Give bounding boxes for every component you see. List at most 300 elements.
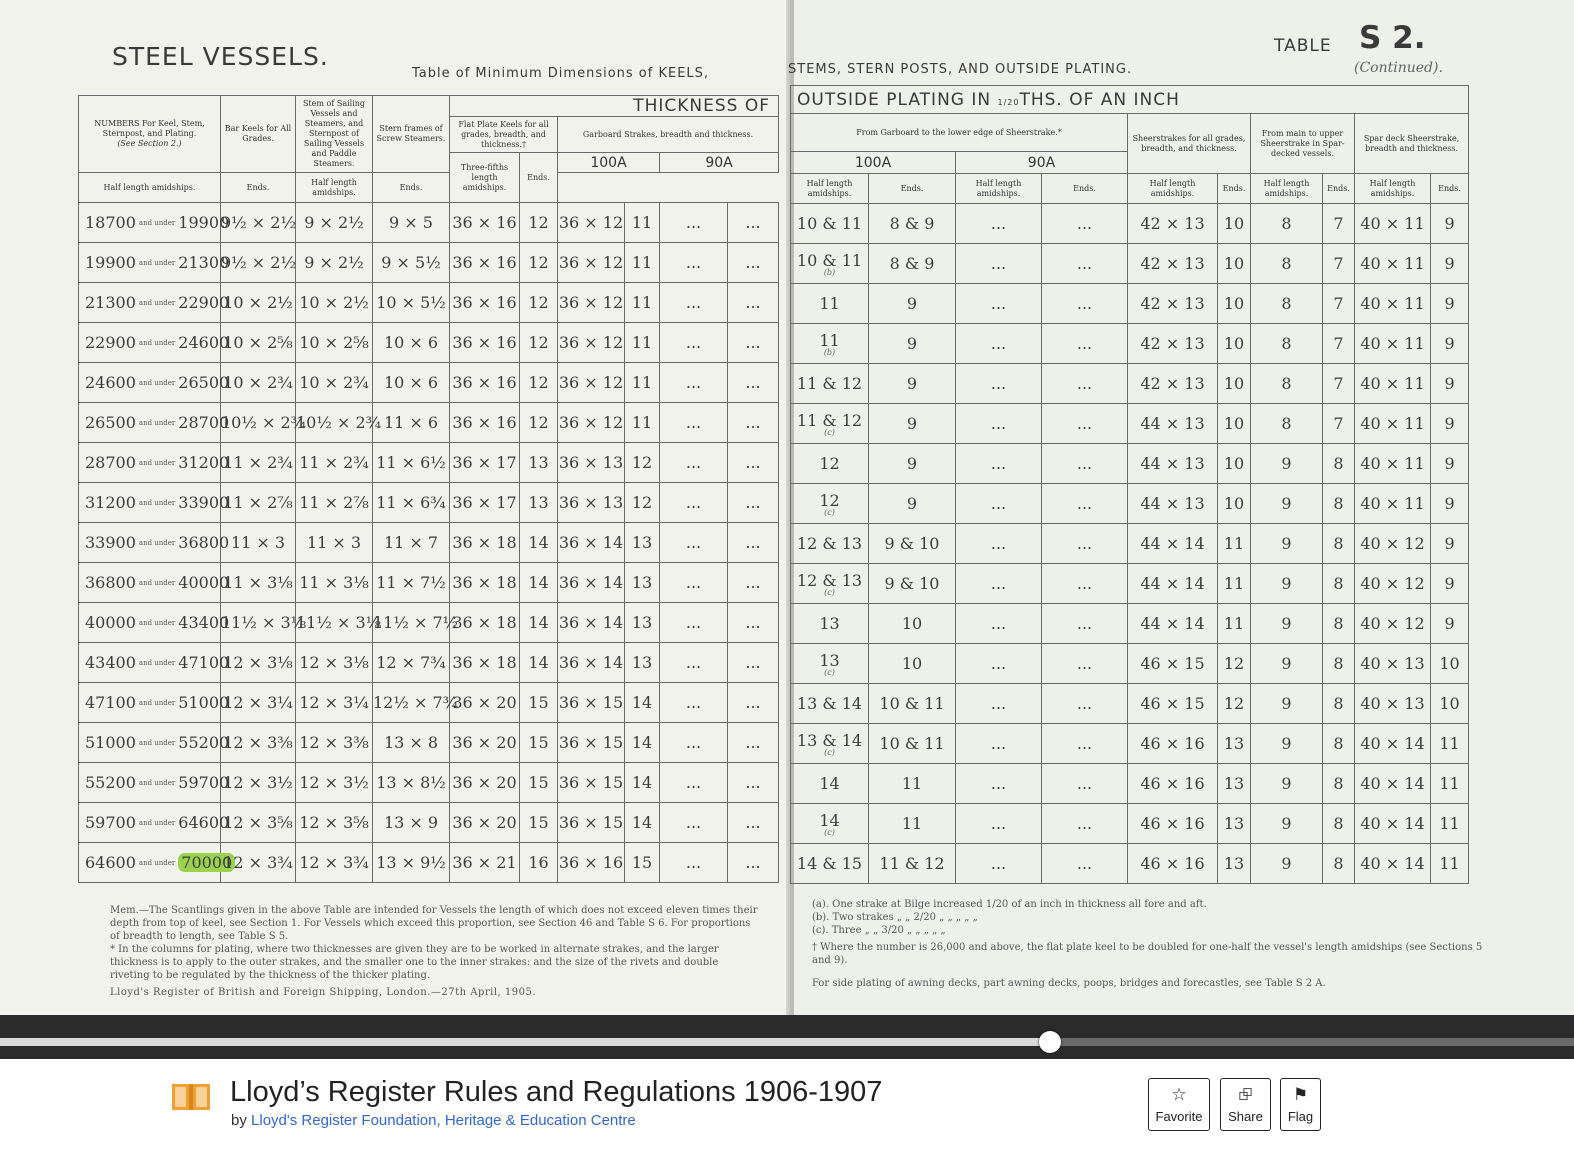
- cell: 11: [869, 764, 956, 804]
- cell: ...: [956, 604, 1042, 644]
- cell: 11: [1431, 724, 1469, 764]
- range-from: 47100: [85, 693, 136, 712]
- tonnage-range: [79, 723, 230, 763]
- range-to: 22900: [178, 293, 230, 312]
- plating-100a-half: [791, 604, 869, 644]
- cell: ...: [728, 363, 779, 403]
- plating-value: 12: [819, 491, 840, 510]
- cell: 42 × 13: [1128, 284, 1218, 324]
- cell: ...: [660, 803, 728, 843]
- col-ends: Ends.: [1042, 174, 1128, 204]
- range-to: 59700: [178, 773, 230, 792]
- cell: 7: [1323, 324, 1355, 364]
- share-button[interactable]: ⮺ Share: [1220, 1078, 1271, 1131]
- cell: 36 × 13: [558, 483, 625, 523]
- range-from: 64600: [85, 853, 136, 872]
- strake-ref: (c): [824, 428, 835, 437]
- tonnage-range: [79, 523, 230, 563]
- cell: 9: [1431, 404, 1469, 444]
- cell: 10: [1218, 364, 1251, 404]
- range-from: 43400: [85, 653, 136, 672]
- col-ends: Ends.: [221, 173, 296, 203]
- plating-value: 12: [819, 454, 840, 473]
- col-half-length: Half length amidships.: [1251, 174, 1323, 204]
- cell: ...: [956, 244, 1042, 284]
- range-from: 26500: [85, 413, 136, 432]
- cell: 10 × 6: [373, 363, 450, 403]
- and-under-label: and under: [138, 459, 176, 467]
- viewer-controls: [0, 1015, 1574, 1059]
- and-under-label: and under: [138, 699, 176, 707]
- cell: 9: [1251, 524, 1323, 564]
- cell: ...: [1042, 724, 1128, 764]
- plating-100a-half: [791, 364, 869, 404]
- table-row: [791, 604, 1469, 644]
- cell: 13: [625, 643, 660, 683]
- cell: 11: [1431, 804, 1469, 844]
- cell: 9: [1251, 844, 1323, 884]
- cell: ...: [728, 243, 779, 283]
- plating-value: 14: [819, 774, 840, 793]
- cell: 15: [520, 763, 558, 803]
- cell: 15: [625, 843, 660, 883]
- cell: 40 × 11: [1355, 204, 1431, 244]
- cell: 11: [1218, 604, 1251, 644]
- and-under-label: and under: [138, 499, 176, 507]
- col-sheerstrakes: Sheerstrakes for all grades, breadth, and thickness.: [1128, 114, 1251, 174]
- cell: 9: [869, 444, 956, 484]
- range-from: 33900: [85, 533, 136, 552]
- cell: 9: [1431, 524, 1469, 564]
- cell: 8: [1251, 284, 1323, 324]
- cell: 11: [625, 363, 660, 403]
- cell: 10 & 11: [869, 724, 956, 764]
- cell: 46 × 15: [1128, 684, 1218, 724]
- cell: ...: [660, 403, 728, 443]
- cell: 9: [1431, 204, 1469, 244]
- author-link[interactable]: Lloyd's Register Foundation, Heritage & Education Centre: [251, 1112, 636, 1129]
- table-row: [79, 603, 779, 643]
- cell: 11: [625, 403, 660, 443]
- col-garboard: Garboard Strakes, breadth and thickness.: [558, 117, 779, 153]
- cell: ...: [660, 843, 728, 883]
- cell: 36 × 16: [450, 203, 520, 243]
- cell: 40 × 11: [1355, 244, 1431, 284]
- class-100a: 100A: [558, 153, 660, 173]
- and-under-label: and under: [138, 299, 176, 307]
- cell: ...: [660, 723, 728, 763]
- cell: 11: [869, 804, 956, 844]
- cell: 9: [1431, 604, 1469, 644]
- range-from: 51000: [85, 733, 136, 752]
- cell: ...: [1042, 564, 1128, 604]
- cell: 36 × 15: [558, 763, 625, 803]
- tonnage-range: [79, 803, 230, 843]
- cell: 42 × 13: [1128, 244, 1218, 284]
- cell: 9: [1431, 244, 1469, 284]
- plating-100a-half: [791, 724, 869, 764]
- plating-100a-half: [791, 764, 869, 804]
- left-notes: [110, 904, 760, 999]
- strake-ref: (c): [824, 748, 835, 757]
- cell: 12 × 3¼: [221, 683, 296, 723]
- cell: 14: [520, 563, 558, 603]
- cell: 11: [1218, 564, 1251, 604]
- cell: 9½ × 2½: [221, 203, 296, 243]
- cell: 36 × 12: [558, 403, 625, 443]
- cell: 12 × 3¼: [296, 683, 373, 723]
- cell: 40 × 12: [1355, 524, 1431, 564]
- cell: 46 × 16: [1128, 724, 1218, 764]
- plating-100a-half: [791, 804, 869, 844]
- cell: 12 × 3⅜: [221, 723, 296, 763]
- plating-value: 11 & 12: [796, 374, 863, 393]
- cell: 36 × 18: [450, 563, 520, 603]
- col-three-fifths: Three-fifths length amidships.: [450, 153, 520, 203]
- table-row: [791, 404, 1469, 444]
- range-to: 64600: [178, 813, 230, 832]
- cell: 14: [625, 763, 660, 803]
- cell: 36 × 14: [558, 563, 625, 603]
- cell: 11: [625, 323, 660, 363]
- class-90a: 90A: [956, 152, 1128, 174]
- cell: 8: [1323, 644, 1355, 684]
- cell: 36 × 16: [450, 363, 520, 403]
- plating-value: 12 & 13: [796, 571, 863, 590]
- cell: ...: [1042, 444, 1128, 484]
- cell: 36 × 16: [450, 283, 520, 323]
- cell: 36 × 14: [558, 523, 625, 563]
- cell: 40 × 11: [1355, 324, 1431, 364]
- cell: ...: [956, 684, 1042, 724]
- strake-ref: (c): [824, 588, 835, 597]
- cell: ...: [956, 404, 1042, 444]
- cell: 36 × 12: [558, 283, 625, 323]
- cell: 40 × 14: [1355, 844, 1431, 884]
- strake-ref: (c): [824, 508, 835, 517]
- cell: 10: [1218, 204, 1251, 244]
- cell: 14: [520, 603, 558, 643]
- cell: ...: [660, 203, 728, 243]
- cell: 12: [625, 443, 660, 483]
- tonnage-range: [79, 643, 230, 683]
- range-from: 22900: [85, 333, 136, 352]
- tonnage-range: [79, 563, 230, 603]
- cell: ...: [728, 403, 779, 443]
- cell: 13 × 9: [373, 803, 450, 843]
- cell: 36 × 14: [558, 603, 625, 643]
- cell: 11: [1431, 764, 1469, 804]
- cell: ...: [1042, 404, 1128, 444]
- cell: ...: [728, 323, 779, 363]
- cell: 36 × 15: [558, 803, 625, 843]
- col-ends: Ends.: [1431, 174, 1469, 204]
- cell: 36 × 14: [558, 643, 625, 683]
- cell: 40 × 11: [1355, 404, 1431, 444]
- cell: 10: [1218, 484, 1251, 524]
- cell: 9: [1251, 484, 1323, 524]
- cell: ...: [728, 803, 779, 843]
- table-row: [79, 643, 779, 683]
- plating-100a-half: [791, 644, 869, 684]
- range-from: 40000: [85, 613, 136, 632]
- cell: 10½ × 2¾: [296, 403, 373, 443]
- cell: 12: [1218, 684, 1251, 724]
- cell: 11 × 7½: [373, 563, 450, 603]
- cell: 36 × 21: [450, 843, 520, 883]
- cell: 10: [1431, 684, 1469, 724]
- cell: 11 × 3: [296, 523, 373, 563]
- cell: 10 × 5½: [373, 283, 450, 323]
- cell: 15: [520, 803, 558, 843]
- cell: 12 × 3½: [296, 763, 373, 803]
- cell: ...: [1042, 364, 1128, 404]
- cell: 9 × 5½: [373, 243, 450, 283]
- cell: ...: [728, 563, 779, 603]
- cell: ...: [956, 724, 1042, 764]
- favorite-button[interactable]: ☆ Favorite: [1148, 1078, 1210, 1131]
- range-from: 19900: [85, 253, 136, 272]
- tonnage-range: [79, 603, 230, 643]
- cell: 46 × 16: [1128, 844, 1218, 884]
- cell: 11: [625, 243, 660, 283]
- cell: 12: [520, 323, 558, 363]
- cell: 11 × 3⅛: [221, 563, 296, 603]
- plating-value: 12 & 13: [796, 534, 863, 553]
- cell: 13: [625, 603, 660, 643]
- range-to: 36800: [178, 533, 230, 552]
- cell: ...: [660, 563, 728, 603]
- cell: 44 × 14: [1128, 524, 1218, 564]
- cell: 11 × 2⅞: [296, 483, 373, 523]
- class-90a: 90A: [660, 153, 779, 173]
- cell: 13: [1218, 804, 1251, 844]
- cell: 9½ × 2½: [221, 243, 296, 283]
- cell: 12 × 3½: [221, 763, 296, 803]
- tonnage-range: [79, 323, 230, 363]
- cell: 40 × 11: [1355, 284, 1431, 324]
- plating-100a-half: [791, 484, 869, 524]
- cell: 36 × 17: [450, 483, 520, 523]
- flag-icon: ⚑: [1292, 1085, 1309, 1104]
- table-row: [79, 843, 779, 883]
- cell: 12: [1218, 644, 1251, 684]
- cell: 13: [625, 523, 660, 563]
- cell: 36 × 16: [450, 243, 520, 283]
- cell: ...: [1042, 284, 1128, 324]
- plating-value: 14: [819, 811, 840, 830]
- cell: 9: [1431, 324, 1469, 364]
- range-from: 18700: [85, 213, 136, 232]
- table-row: [79, 443, 779, 483]
- cell: ...: [660, 283, 728, 323]
- table-row: [791, 564, 1469, 604]
- cell: 9: [1431, 564, 1469, 604]
- range-to: 51000: [178, 693, 230, 712]
- cell: 11 × 3⅛: [296, 563, 373, 603]
- cell: ...: [956, 564, 1042, 604]
- cell: ...: [956, 444, 1042, 484]
- cell: ...: [660, 603, 728, 643]
- cell: 9: [1431, 444, 1469, 484]
- table-row: [79, 563, 779, 603]
- thickness-band: THICKNESS OF: [450, 96, 779, 117]
- range-to: 24600: [178, 333, 230, 352]
- cell: 12: [520, 203, 558, 243]
- cell: 36 × 18: [450, 603, 520, 643]
- flag-button[interactable]: ⚑ Flag: [1280, 1078, 1321, 1131]
- strake-ref: (b): [823, 268, 836, 277]
- range-to: 19900: [178, 213, 230, 232]
- range-to: 26500: [178, 373, 230, 392]
- cell: 9: [869, 484, 956, 524]
- table-row: [791, 644, 1469, 684]
- table-row: [791, 724, 1469, 764]
- table-row: [79, 323, 779, 363]
- strake-ref: (b): [823, 348, 836, 357]
- range-to: 33900: [178, 493, 230, 512]
- plating-value: 10 & 11: [796, 251, 863, 270]
- cell: 7: [1323, 244, 1355, 284]
- cell: 13 × 8½: [373, 763, 450, 803]
- col-ends: Ends.: [1323, 174, 1355, 204]
- col-ends: Ends.: [520, 153, 558, 203]
- col-half-length: Half length amidships.: [1355, 174, 1431, 204]
- cell: ...: [1042, 244, 1128, 284]
- cell: 36 × 12: [558, 363, 625, 403]
- note-c: (c). Three „ „ 3/20 „ „ „ „ „: [812, 925, 946, 936]
- cell: 8: [1323, 484, 1355, 524]
- cell: 7: [1323, 404, 1355, 444]
- cell: 10 × 6: [373, 323, 450, 363]
- outside-plating-band: OUTSIDE PLATING IN 1/20THS. OF AN INCH: [791, 86, 1469, 114]
- range-from: 21300: [85, 293, 136, 312]
- cell: 14: [625, 723, 660, 763]
- cell: 11 × 7: [373, 523, 450, 563]
- range-to: 70000: [178, 853, 235, 872]
- cell: 8: [1323, 804, 1355, 844]
- cell: 9 × 2½: [296, 243, 373, 283]
- cell: 36 × 15: [558, 723, 625, 763]
- cell: 11½ × 3⅛: [296, 603, 373, 643]
- table-row: [79, 243, 779, 283]
- cell: 11 × 3: [221, 523, 296, 563]
- cell: 12½ × 7¾: [373, 683, 450, 723]
- note-imprint: Lloyd's Register of British and Foreign Shipping, London.—27th April, 1905.: [110, 987, 537, 998]
- plating-value: 10 & 11: [796, 214, 863, 233]
- cell: 12 × 3¾: [296, 843, 373, 883]
- cell: 36 × 20: [450, 763, 520, 803]
- cell: 40 × 13: [1355, 684, 1431, 724]
- cell: ...: [956, 484, 1042, 524]
- range-from: 31200: [85, 493, 136, 512]
- cell: 10: [1218, 444, 1251, 484]
- cell: 10: [1218, 404, 1251, 444]
- col-ends: Ends.: [1218, 174, 1251, 204]
- plating-value: 13: [819, 614, 840, 633]
- cell: 36 × 16: [450, 323, 520, 363]
- cell: 11 × 6½: [373, 443, 450, 483]
- range-to: 43400: [178, 613, 230, 632]
- cell: 10 × 2⅝: [221, 323, 296, 363]
- tonnage-range: [79, 443, 230, 483]
- col-stern-frames: Stern frames of Screw Steamers.: [373, 96, 450, 173]
- plating-100a-half: [791, 404, 869, 444]
- cell: 11: [625, 283, 660, 323]
- cell: ...: [956, 764, 1042, 804]
- page-slider-progress: [0, 1038, 1050, 1046]
- cell: 9: [1251, 604, 1323, 644]
- col-spar-deck: Spar deck Sheerstrake, breadth and thickness.: [1355, 114, 1469, 174]
- tonnage-range: [79, 763, 230, 803]
- tonnage-range: [79, 403, 230, 443]
- cell: ...: [660, 243, 728, 283]
- cell: 36 × 17: [450, 443, 520, 483]
- cell: 9: [1251, 444, 1323, 484]
- cell: ...: [956, 364, 1042, 404]
- cell: 10 × 2⅝: [296, 323, 373, 363]
- tonnage-range: [79, 283, 230, 323]
- cell: 10 × 2½: [221, 283, 296, 323]
- and-under-label: and under: [138, 219, 176, 227]
- range-from: 36800: [85, 573, 136, 592]
- note-side-plating: For side plating of awning decks, part awning decks, poops, bridges and forecastles, see Table S 2 A.: [812, 978, 1326, 989]
- cell: 14: [520, 523, 558, 563]
- strake-ref: (c): [824, 828, 835, 837]
- cell: 9: [1431, 484, 1469, 524]
- table-subtitle-right: STEMS, STERN POSTS, AND OUTSIDE PLATING.: [788, 62, 1133, 77]
- cell: ...: [956, 324, 1042, 364]
- cell: 36 × 12: [558, 243, 625, 283]
- cell: ...: [728, 443, 779, 483]
- cell: 8 & 9: [869, 204, 956, 244]
- cell: 40 × 11: [1355, 444, 1431, 484]
- cell: 8: [1323, 764, 1355, 804]
- cell: 36 × 18: [450, 643, 520, 683]
- plating-100a-half: [791, 524, 869, 564]
- cell: 12 × 3⅝: [296, 803, 373, 843]
- page-slider-handle[interactable]: [1039, 1031, 1061, 1053]
- and-under-label: and under: [138, 859, 176, 867]
- cell: 36 × 20: [450, 723, 520, 763]
- cell: 40 × 11: [1355, 364, 1431, 404]
- cell: 7: [1323, 364, 1355, 404]
- cell: 14: [520, 643, 558, 683]
- cell: ...: [660, 483, 728, 523]
- plating-100a-half: [791, 324, 869, 364]
- cell: 13: [1218, 764, 1251, 804]
- cell: 40 × 14: [1355, 724, 1431, 764]
- cell: 9: [1251, 764, 1323, 804]
- cell: 36 × 18: [450, 523, 520, 563]
- cell: 13: [520, 443, 558, 483]
- table-row: [79, 203, 779, 243]
- cell: 12 × 7¾: [373, 643, 450, 683]
- cell: 10: [869, 644, 956, 684]
- cell: 13: [1218, 724, 1251, 764]
- plating-100a-half: [791, 844, 869, 884]
- col-half-length: Half length amidships.: [791, 174, 869, 204]
- cell: ...: [956, 804, 1042, 844]
- cell: 9: [1251, 724, 1323, 764]
- cell: 8: [1323, 684, 1355, 724]
- cell: 12: [520, 363, 558, 403]
- cell: 11½ × 3⅛: [221, 603, 296, 643]
- table-label: TABLE: [1274, 36, 1332, 56]
- cell: 42 × 13: [1128, 324, 1218, 364]
- note-plating: * In the columns for plating, where two thicknesses are given they are to be worked in alternate strakes, and the larger thickness is to apply to the outer strakes, and the smaller one to the inner strakes: and the size of the rivets and double riveting to be regulated by the thickness of the thicker plating.: [110, 944, 719, 981]
- plating-100a-half: [791, 204, 869, 244]
